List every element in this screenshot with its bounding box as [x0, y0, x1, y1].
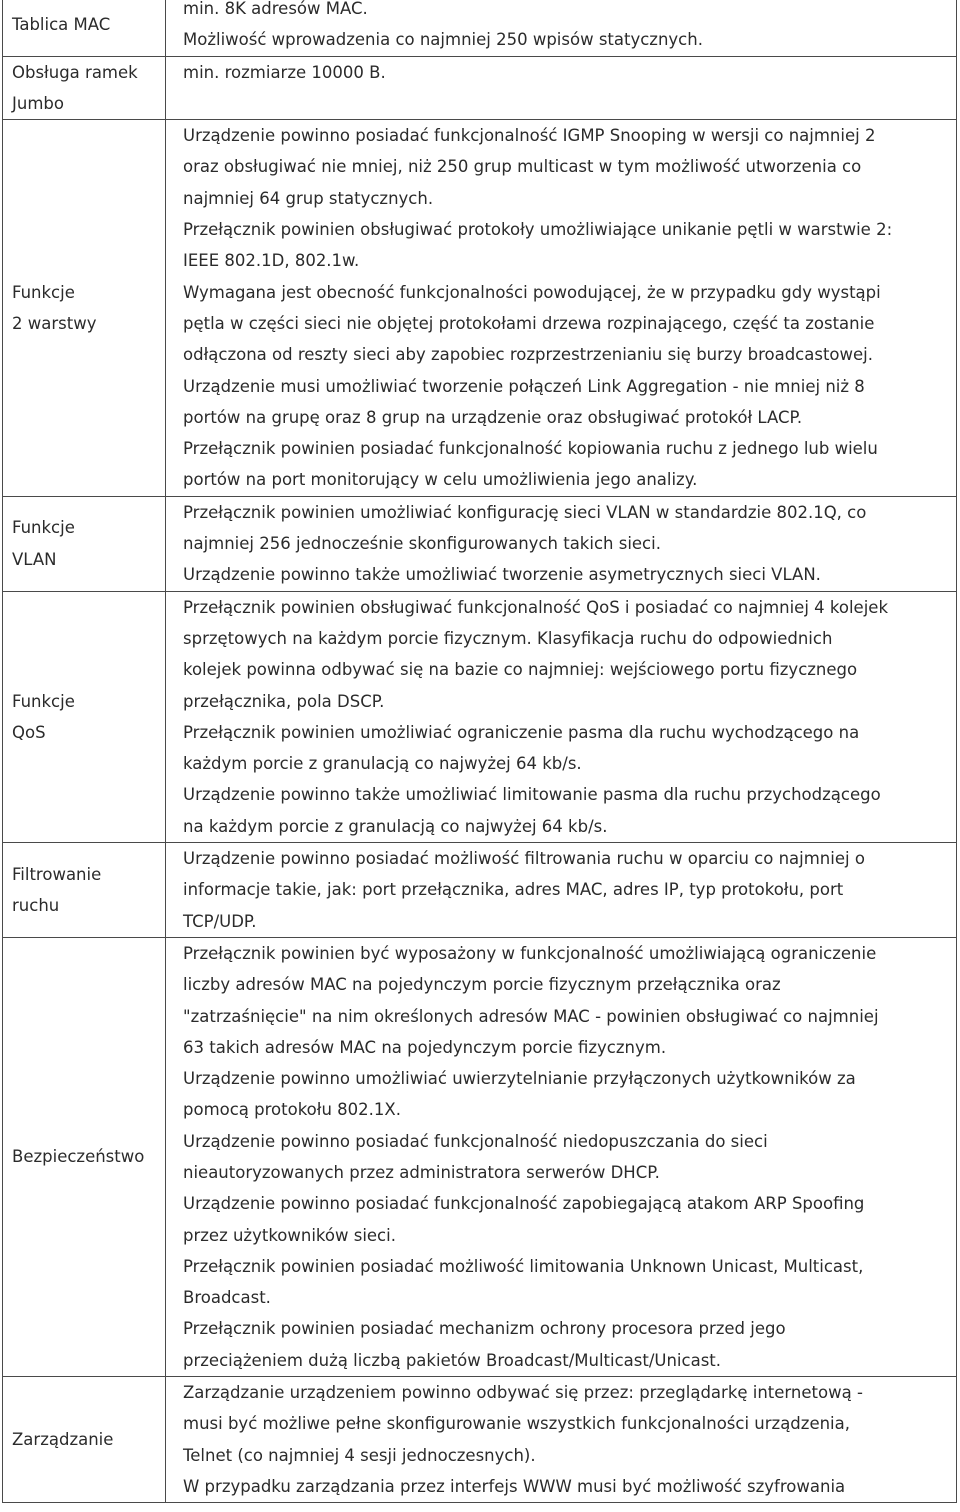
requirement-cell — [166, 56, 957, 120]
requirement-text-line: Zarządzanie urządzeniem powinno odbywać się przez: przeglądarkę internetową - — [183, 1383, 863, 1403]
requirement-text-line: Urządzenie powinno umożliwiać uwierzytelnianie przyłączonych użytkowników za — [183, 1069, 856, 1089]
requirement-text-line: Przełącznik powinien obsługiwać protokoły umożliwiające unikanie pętli w warstwie 2: — [183, 220, 893, 240]
category-label-cell — [3, 591, 166, 842]
category-label: QoS — [12, 722, 46, 742]
requirement-text-line: Urządzenie powinno także umożliwiać tworzenie asymetrycznych sieci VLAN. — [183, 565, 821, 585]
category-label: Filtrowanie — [12, 864, 102, 884]
requirement-text-line: pętla w części sieci nie objętej protokołami drzewa rozpinającego, część ta zostanie — [183, 313, 875, 333]
category-label-cell — [3, 120, 166, 497]
specification-table — [2, 0, 957, 1503]
category-label-cell — [3, 56, 166, 120]
requirement-cell — [166, 937, 957, 1376]
category-label: Funkcje — [12, 691, 75, 711]
requirement-cell — [166, 1377, 957, 1503]
requirement-text-line: Wymagana jest obecność funkcjonalności powodującej, że w przypadku gdy wystąpi — [183, 282, 881, 302]
category-label: Bezpieczeństwo — [12, 1147, 145, 1167]
category-label-cell — [3, 0, 166, 56]
requirement-text-line: min. rozmiarze 10000 B. — [183, 62, 386, 82]
requirement-text-line: Przełącznik powinien umożliwiać konfigurację sieci VLAN w standardzie 802.1Q, co — [183, 502, 867, 522]
category-label-cell — [3, 937, 166, 1376]
table-row — [3, 496, 957, 591]
requirement-text-line: musi być możliwe pełne skonfigurowanie wszystkich funkcjonalności urządzenia, — [183, 1414, 850, 1434]
requirement-text-line: W przypadku zarządzania przez interfejs WWW musi być możliwość szyfrowania — [183, 1476, 846, 1496]
requirement-text-line: min. 8K adresów MAC. — [183, 0, 368, 18]
category-label-cell — [3, 1377, 166, 1503]
requirement-text-line: przez użytkowników sieci. — [183, 1225, 396, 1245]
requirement-text-line: każdym porcie z granulacją co najwyżej 64 kb/s. — [183, 754, 582, 774]
requirement-text-line: Przełącznik powinien posiadać funkcjonalność kopiowania ruchu z jednego lub wielu — [183, 439, 878, 459]
category-label-cell — [3, 496, 166, 591]
requirement-text-line: informacje takie, jak: port przełącznika, adres MAC, adres IP, typ protokołu, port — [183, 880, 844, 900]
requirement-text-line: liczby adresów MAC na pojedynczym porcie fizycznym przełącznika oraz — [183, 975, 781, 995]
requirement-text-line: Przełącznik powinien umożliwiać ograniczenie pasma dla ruchu wychodzącego na — [183, 722, 860, 742]
category-label: Obsługa ramek — [12, 62, 138, 82]
requirement-text-line: portów na port monitorujący w celu umożliwienia jego analizy. — [183, 470, 698, 490]
table-row — [3, 1377, 957, 1503]
requirement-text-line: Urządzenie powinno posiadać możliwość filtrowania ruchu w oparciu co najmniej o — [183, 849, 865, 869]
table-row — [3, 120, 957, 497]
requirement-cell — [166, 0, 957, 56]
requirement-text-line: przeciążeniem dużą liczbą pakietów Broadcast/Multicast/Unicast. — [183, 1350, 721, 1370]
requirement-text-line: najmniej 64 grup statycznych. — [183, 188, 434, 208]
requirement-text-line: portów na grupę oraz 8 grup na urządzenie oraz obsługiwać protokół LACP. — [183, 407, 803, 427]
requirement-text-line: Urządzenie powinno posiadać funkcjonalność IGMP Snooping w wersji co najmniej 2 — [183, 126, 876, 146]
category-label: Zarządzanie — [12, 1430, 114, 1449]
requirement-text-line: "zatrzaśnięcie" na nim określonych adresów MAC - powinien obsługiwać co najmniej — [183, 1006, 879, 1026]
requirement-cell — [166, 843, 957, 938]
requirement-text-line: oraz obsługiwać nie mniej, niż 250 grup multicast w tym możliwość utworzenia co — [183, 157, 862, 177]
requirement-text-line: kolejek powinna odbywać się na bazie co najmniej: wejściowego portu fizycznego — [183, 660, 858, 680]
requirement-text-line: pomocą protokołu 802.1X. — [183, 1100, 401, 1120]
requirement-text-line: IEEE 802.1D, 802.1w. — [183, 251, 360, 271]
table-row — [3, 56, 957, 120]
requirement-text-line: Przełącznik powinien obsługiwać funkcjonalność QoS i posiadać co najmniej 4 kolejek — [183, 597, 888, 617]
requirement-text-line: odłączona od reszty sieci aby zapobiec rozprzestrzenianiu się burzy broadcastowej. — [183, 345, 873, 365]
specification-table-body — [3, 0, 957, 1503]
requirement-cell — [166, 120, 957, 497]
category-label: Funkcje — [12, 518, 75, 538]
table-row — [3, 843, 957, 938]
table-row — [3, 937, 957, 1376]
requirement-text-line: Broadcast. — [183, 1288, 271, 1308]
category-label: VLAN — [12, 549, 57, 569]
requirement-text-line: Telnet (co najmniej 4 sesji jednoczesnych). — [183, 1445, 536, 1465]
requirement-cell — [166, 591, 957, 842]
category-label: Jumbo — [12, 93, 64, 113]
requirement-text-line: przełącznika, pola DSCP. — [183, 691, 385, 711]
requirement-text-line: nieautoryzowanych przez administratora serwerów DHCP. — [183, 1162, 660, 1182]
table-row — [3, 591, 957, 842]
category-label: 2 warstwy — [12, 313, 97, 333]
requirement-text-line: Urządzenie powinno posiadać funkcjonalność niedopuszczania do sieci — [183, 1131, 768, 1151]
category-label-cell — [3, 843, 166, 938]
requirement-text-line: TCP/UDP. — [183, 911, 257, 931]
category-label: ruchu — [12, 895, 60, 915]
requirement-text-line: Urządzenie powinno także umożliwiać limitowanie pasma dla ruchu przychodzącego — [183, 785, 881, 805]
requirement-text-line: 63 takich adresów MAC na pojedynczym porcie fizycznym. — [183, 1037, 667, 1057]
requirement-text-line: Przełącznik powinien być wyposażony w funkcjonalność umożliwiającą ograniczenie — [183, 943, 877, 963]
requirement-text-line: na każdym porcie z granulacją co najwyżej 64 kb/s. — [183, 816, 608, 836]
table-row — [3, 0, 957, 56]
requirement-text-line: Przełącznik powinien posiadać mechanizm ochrony procesora przed jego — [183, 1319, 786, 1339]
requirement-text-line: Urządzenie musi umożliwiać tworzenie połączeń Link Aggregation - nie mniej niż 8 — [183, 376, 865, 396]
category-label: Funkcje — [12, 282, 75, 302]
requirement-text-line: Urządzenie powinno posiadać funkcjonalność zapobiegającą atakom ARP Spoofing — [183, 1194, 865, 1214]
requirement-text-line: Możliwość wprowadzenia co najmniej 250 wpisów statycznych. — [183, 30, 703, 50]
category-label: Tablica MAC — [12, 14, 111, 34]
requirement-text-line: sprzętowych na każdym porcie fizycznym. Klasyfikacja ruchu do odpowiednich — [183, 628, 833, 648]
requirement-cell — [166, 496, 957, 591]
requirement-text-line: Przełącznik powinien posiadać możliwość limitowania Unknown Unicast, Multicast, — [183, 1256, 864, 1276]
requirement-text-line: najmniej 256 jednocześnie skonfigurowanych takich sieci. — [183, 534, 661, 554]
